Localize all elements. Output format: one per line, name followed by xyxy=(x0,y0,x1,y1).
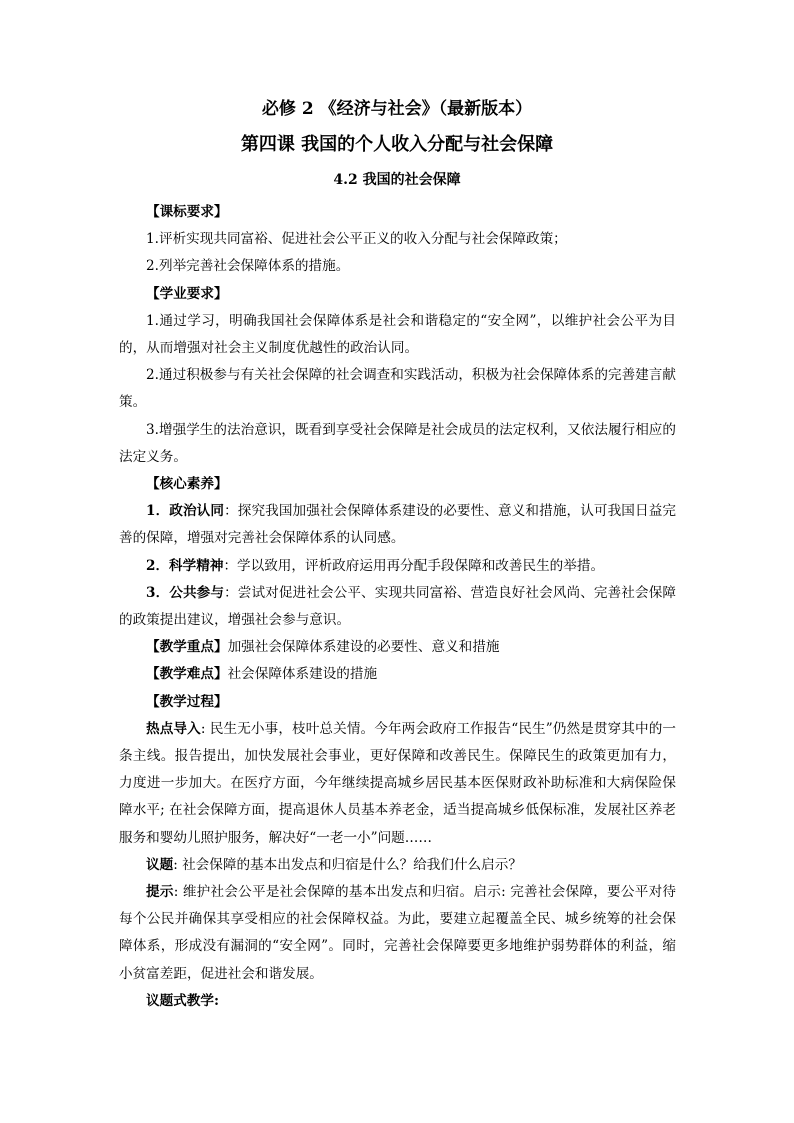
core-item-1 xyxy=(119,498,676,552)
process-question-label: 议题 xyxy=(146,856,174,873)
core-item-1-label: 1．政治认同 xyxy=(146,503,225,520)
book-title: 必修 2 《经济与社会》（最新版本） xyxy=(261,99,533,119)
core-item-3-text: ：尝试对促进社会公平、实现共同富裕、营造良好社会风尚、完善社会保障的政策提出建议，增强社会参与意识。 xyxy=(119,584,676,629)
academic-heading: 【学业要求】 xyxy=(146,285,228,302)
difficulty-text: 社会保障体系建设的措施 xyxy=(227,666,378,683)
academic-item-1: 1.通过学习，明确我国社会保障体系是社会和谐稳定的“安全网”，以维护社会公平为目的，从而增强对社会主义制度优越性的政治认同。 xyxy=(119,312,676,357)
process-question-text: : 社会保障的基本出发点和归宿是什么？给我们什么启示？ xyxy=(173,856,522,873)
process-hint-label: 提示 xyxy=(146,884,174,901)
key-point-text: 加强社会保障体系建设的必要性、意义和措施 xyxy=(227,639,500,656)
section-title: 4.2 我国的社会保障 xyxy=(333,172,461,188)
key-point-label: 【教学重点】 xyxy=(146,639,228,656)
core-item-2-text: ：学以致用，评析政府运用再分配手段保障和改善民生的举措。 xyxy=(223,557,605,574)
core-heading: 【核心素养】 xyxy=(146,476,228,493)
difficulty-label: 【教学难点】 xyxy=(146,666,228,683)
core-item-2 xyxy=(119,553,676,580)
process-intro xyxy=(119,716,676,852)
document-body xyxy=(119,199,676,1015)
lesson-title: 第四课 我国的个人收入分配与社会保障 xyxy=(240,134,554,155)
process-heading: 【教学过程】 xyxy=(146,693,228,710)
academic-item-3: 3.增强学生的法治意识，既看到享受社会保障是社会成员的法定权利，又依法履行相应的法定义务。 xyxy=(119,421,676,465)
core-item-2-label: 2．科学精神 xyxy=(146,557,224,574)
key-point xyxy=(119,634,676,661)
standards-item-1: 1.评析实现共同富裕、促进社会公平正义的收入分配与社会保障政策； xyxy=(146,231,567,248)
core-item-1-text: ：探究我国加强社会保障体系建设的必要性、意义和措施，认可我国日益完善的保障，增强对完善社会保障体系的认同感。 xyxy=(119,503,676,547)
standards-heading: 【课标要求】 xyxy=(146,204,228,220)
core-item-3-label: 3．公共参与 xyxy=(146,584,225,601)
core-item-3 xyxy=(119,580,676,634)
difficulty xyxy=(119,661,676,688)
process-hint-text: : 维护社会公平是社会保障的基本出发点和归宿。启示: 完善社会保障，要公平对待每个公民并确保其享受相应的社会保障权益。为此，要建立起覆盖全民、城乡统筹的社会保障体系，形成没有漏洞的“安全网”。同时，完善社会保障要更多地维护弱势群体的利益，缩小贫富差距，促进社会和谐发展。 xyxy=(119,884,677,982)
academic-item-2: 2.通过积极参与有关社会保障的社会调查和实践活动，积极为社会保障体系的完善建言献策。 xyxy=(119,367,676,411)
process-intro-text: : 民生无小事，枝叶总关情。今年两会政府工作报告“民生”仍然是贯穿其中的一条主线。报告提出，加快发展社会事业，更好保障和改善民生。保障民生的政策更加有力，力度进一步加大。在医疗方面，今年继续提高城乡居民基本医保财政补助标准和大病保险保障水平; 在社会保障方面，提高退休人员基本养老金，适当提高城乡低保标准，发展社区养老服务和婴幼儿照护服务，解决好“一老一小”问题…… xyxy=(119,720,676,846)
process-intro-label: 热点导入 xyxy=(146,720,201,737)
process-hint xyxy=(119,879,676,988)
process-question xyxy=(119,852,676,879)
standards-item-2: 2.列举完善社会保障体系的措施。 xyxy=(146,258,350,275)
process-teaching-label: 议题式教学: xyxy=(146,992,219,1009)
